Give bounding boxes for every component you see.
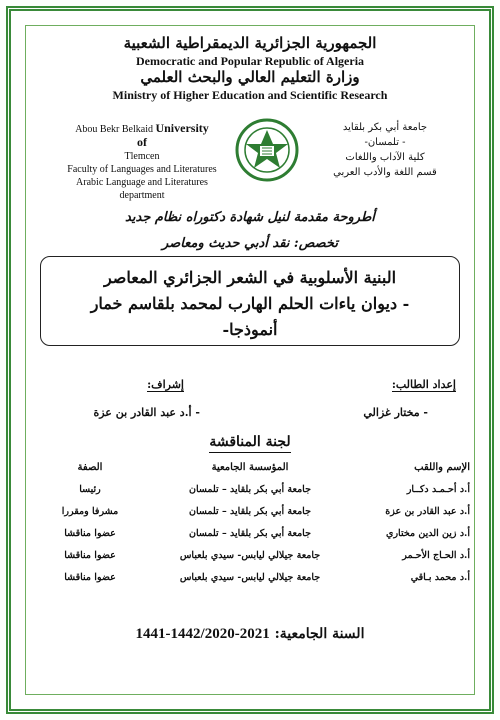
republic-english: Democratic and Popular Republic of Algeria (135, 54, 365, 68)
thesis-title-line1: البنية الأسلوبية في الشعر الجزائري المعاصر (103, 268, 397, 287)
academic-year-label: السنة الجامعية: (274, 626, 365, 642)
supervisor-name: - أ.د عبد القادر بن عزة (93, 406, 200, 419)
student-label: إعداد الطالب: (391, 378, 456, 391)
thesis-title-box (40, 256, 460, 346)
header-institution: المؤسسة الجامعية (211, 462, 289, 473)
ministry-english: Ministry of Higher Education and Scientific Research (112, 88, 388, 102)
thesis-title-line2: - ديوان ياءات الحلم الهارب لمحمد بلقاسم خمار (90, 294, 410, 313)
document-page: الجمهورية الجزائرية الديمقراطية الشعبية Democratic and Popular Republic of Algeria وزارة التعليم العالي والبحث العلمي Ministry of Higher Education and Scientific Research Abou Bekr Belkaid University of Tlemcen Faculty of Languages and Literatures Arabic Language and Literatures department جامعة أبي بكر بلقايد - تلمسان- كلية الآداب واللغات قسم اللغة والأدب العربي أطروحة مقدمة لنيل شهادة دكتوراه نظام جديد تخصص: نقد أدبي حديث ومعاصر البنية الأسلوبية في الشعر الجزائري المعاصر - ديوان ياءات الحلم الهارب لمحمد بلقاسم خمار أنموذجا- إعداد الطالب: - مختار غزالي إشراف: - أ.د عبد القادر بن عزة لجنة المناقشة الإسم واللقب المؤسسة الجامعية الصفة أ.د أحـمـد دكــار جامعة أبي بكر بلقايد – تلمسان رئيسا أ.د عبد القادر بن عزة جامعة أبي بكر بلقايد – تلمسان مشرفا ومقررا أ.د زين الدين مختاري جامعة أبي بكر بلقايد – تلمسان عضوا مناقشا أ.د الحـاج الأحـمر جامعة جيلالي ليابس- سيدي بلعباس عضوا مناقشا أ.د محمد بـاقي جامعة جيلالي ليابس- سيدي بلعباس عضوا مناقشا السنة الجامعية: 1441-1442/2020-2021 (0, 0, 500, 720)
university-english-block: Abou Bekr Belkaid University of Tlemcen Faculty of Languages and Literatures Arabic Language and Literatures department (67, 121, 217, 201)
university-arabic-block: جامعة أبي بكر بلقايد - تلمسان- كلية الآداب واللغات قسم اللغة والأدب العربي (333, 122, 437, 178)
header-name: الإسم واللقب (414, 462, 470, 473)
thesis-purpose: أطروحة مقدمة لنيل شهادة دكتوراه نظام جديد (125, 210, 375, 225)
thesis-title-line3: أنموذجا- (222, 320, 278, 339)
thesis-specialty: تخصص: نقد أدبي حديث ومعاصر (162, 236, 338, 251)
ministry-arabic: وزارة التعليم العالي والبحث العلمي (140, 68, 360, 86)
supervisor-label: إشراف: (147, 378, 184, 391)
academic-year (0, 626, 500, 643)
header-role: الصفة (77, 462, 103, 473)
republic-arabic: الجمهورية الجزائرية الديمقراطية الشعبية (123, 34, 377, 52)
academic-year-value: 1441-1442/2020-2021 (135, 626, 270, 642)
student-name: - مختار غزالي (363, 406, 428, 419)
committee-title: لجنة المناقشة (0, 434, 500, 450)
university-logo-icon (232, 110, 302, 190)
